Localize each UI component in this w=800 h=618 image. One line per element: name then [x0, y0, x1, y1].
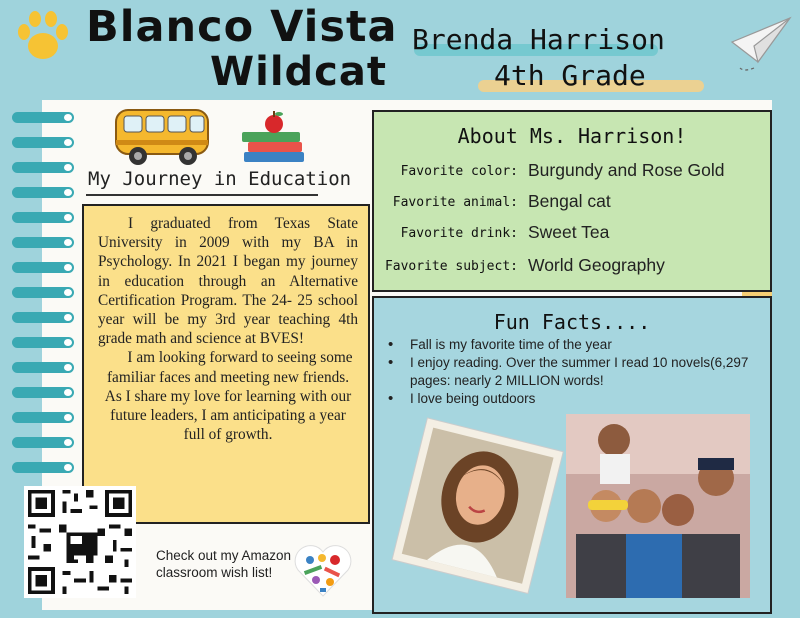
favorite-row [374, 220, 770, 248]
teacher-portrait-photo [386, 410, 564, 598]
paper-plane-icon [728, 12, 792, 76]
school-name: Blanco Vista [86, 2, 398, 52]
spiral-ring [12, 112, 74, 123]
bio-paragraph: I am looking forward to seeing some familiar faces and meeting new friends. As I share my love for learning with our future leaders, I am anticipating a year full of growth. [104, 349, 353, 444]
spiral-ring [12, 462, 74, 473]
about-heading: About Ms. Harrison! [457, 124, 687, 148]
spiral-ring [12, 362, 74, 373]
favorite-value: Sweet Tea [528, 222, 610, 242]
spiral-ring [12, 412, 74, 423]
list-item: • I love being outdoors [384, 390, 764, 408]
favorite-label: Favorite color: [400, 164, 518, 179]
spiral-ring [12, 237, 74, 248]
teacher-grade: 4th Grade [494, 59, 646, 92]
wishlist-qr-code[interactable] [24, 486, 136, 598]
favorite-label: Favorite subject: [384, 259, 518, 274]
spiral-ring [12, 137, 74, 148]
bio-panel [82, 204, 370, 524]
favorite-label: Favorite animal: [392, 195, 518, 210]
favorite-value: Bengal cat [528, 191, 611, 211]
heading-underline [86, 194, 318, 196]
journey-heading: My Journey in Education [88, 168, 352, 190]
list-item: • I enjoy reading. Over the summer I read 10 novels(6,297 pages: nearly 2 MILLION words! [384, 354, 764, 390]
favorite-row [374, 189, 770, 217]
spiral-ring [12, 387, 74, 398]
paw-print-icon [12, 8, 74, 64]
favorite-value: Burgundy and Rose Gold [528, 160, 725, 180]
favorite-row [374, 253, 770, 281]
favorite-value: World Geography [528, 255, 665, 275]
favorite-label: Favorite drink: [400, 226, 518, 241]
spiral-ring [12, 437, 74, 448]
school-supplies-heart-icon [290, 536, 356, 602]
wishlist-caption: Check out my Amazon classroom wish list! [156, 548, 292, 580]
school-mascot: Wildcat [210, 49, 387, 95]
spiral-ring [12, 262, 74, 273]
fun-facts-heading: Fun Facts.... [493, 310, 651, 334]
books-apple-icon [238, 108, 310, 170]
family-photo [566, 414, 750, 598]
spiral-ring [12, 312, 74, 323]
spiral-ring [12, 212, 74, 223]
teacher-name: Brenda Harrison [412, 23, 665, 56]
fun-facts-list [384, 336, 764, 408]
bio-paragraph: I graduated from Texas State University in 2009 with my BA in Psychology. In 2021 I began my journey in education through an Alternative Certification Program. The 24- 25 school year will be my 3rd year teaching 4th grade math and science at BVES! [98, 215, 358, 348]
about-panel [372, 110, 772, 292]
spiral-ring [12, 162, 74, 173]
spiral-ring [12, 187, 74, 198]
school-bus-icon [112, 104, 214, 170]
list-item: • Fall is my favorite time of the year [384, 336, 764, 354]
favorite-row [374, 158, 770, 186]
spiral-ring [12, 337, 74, 348]
spiral-ring [12, 287, 74, 298]
